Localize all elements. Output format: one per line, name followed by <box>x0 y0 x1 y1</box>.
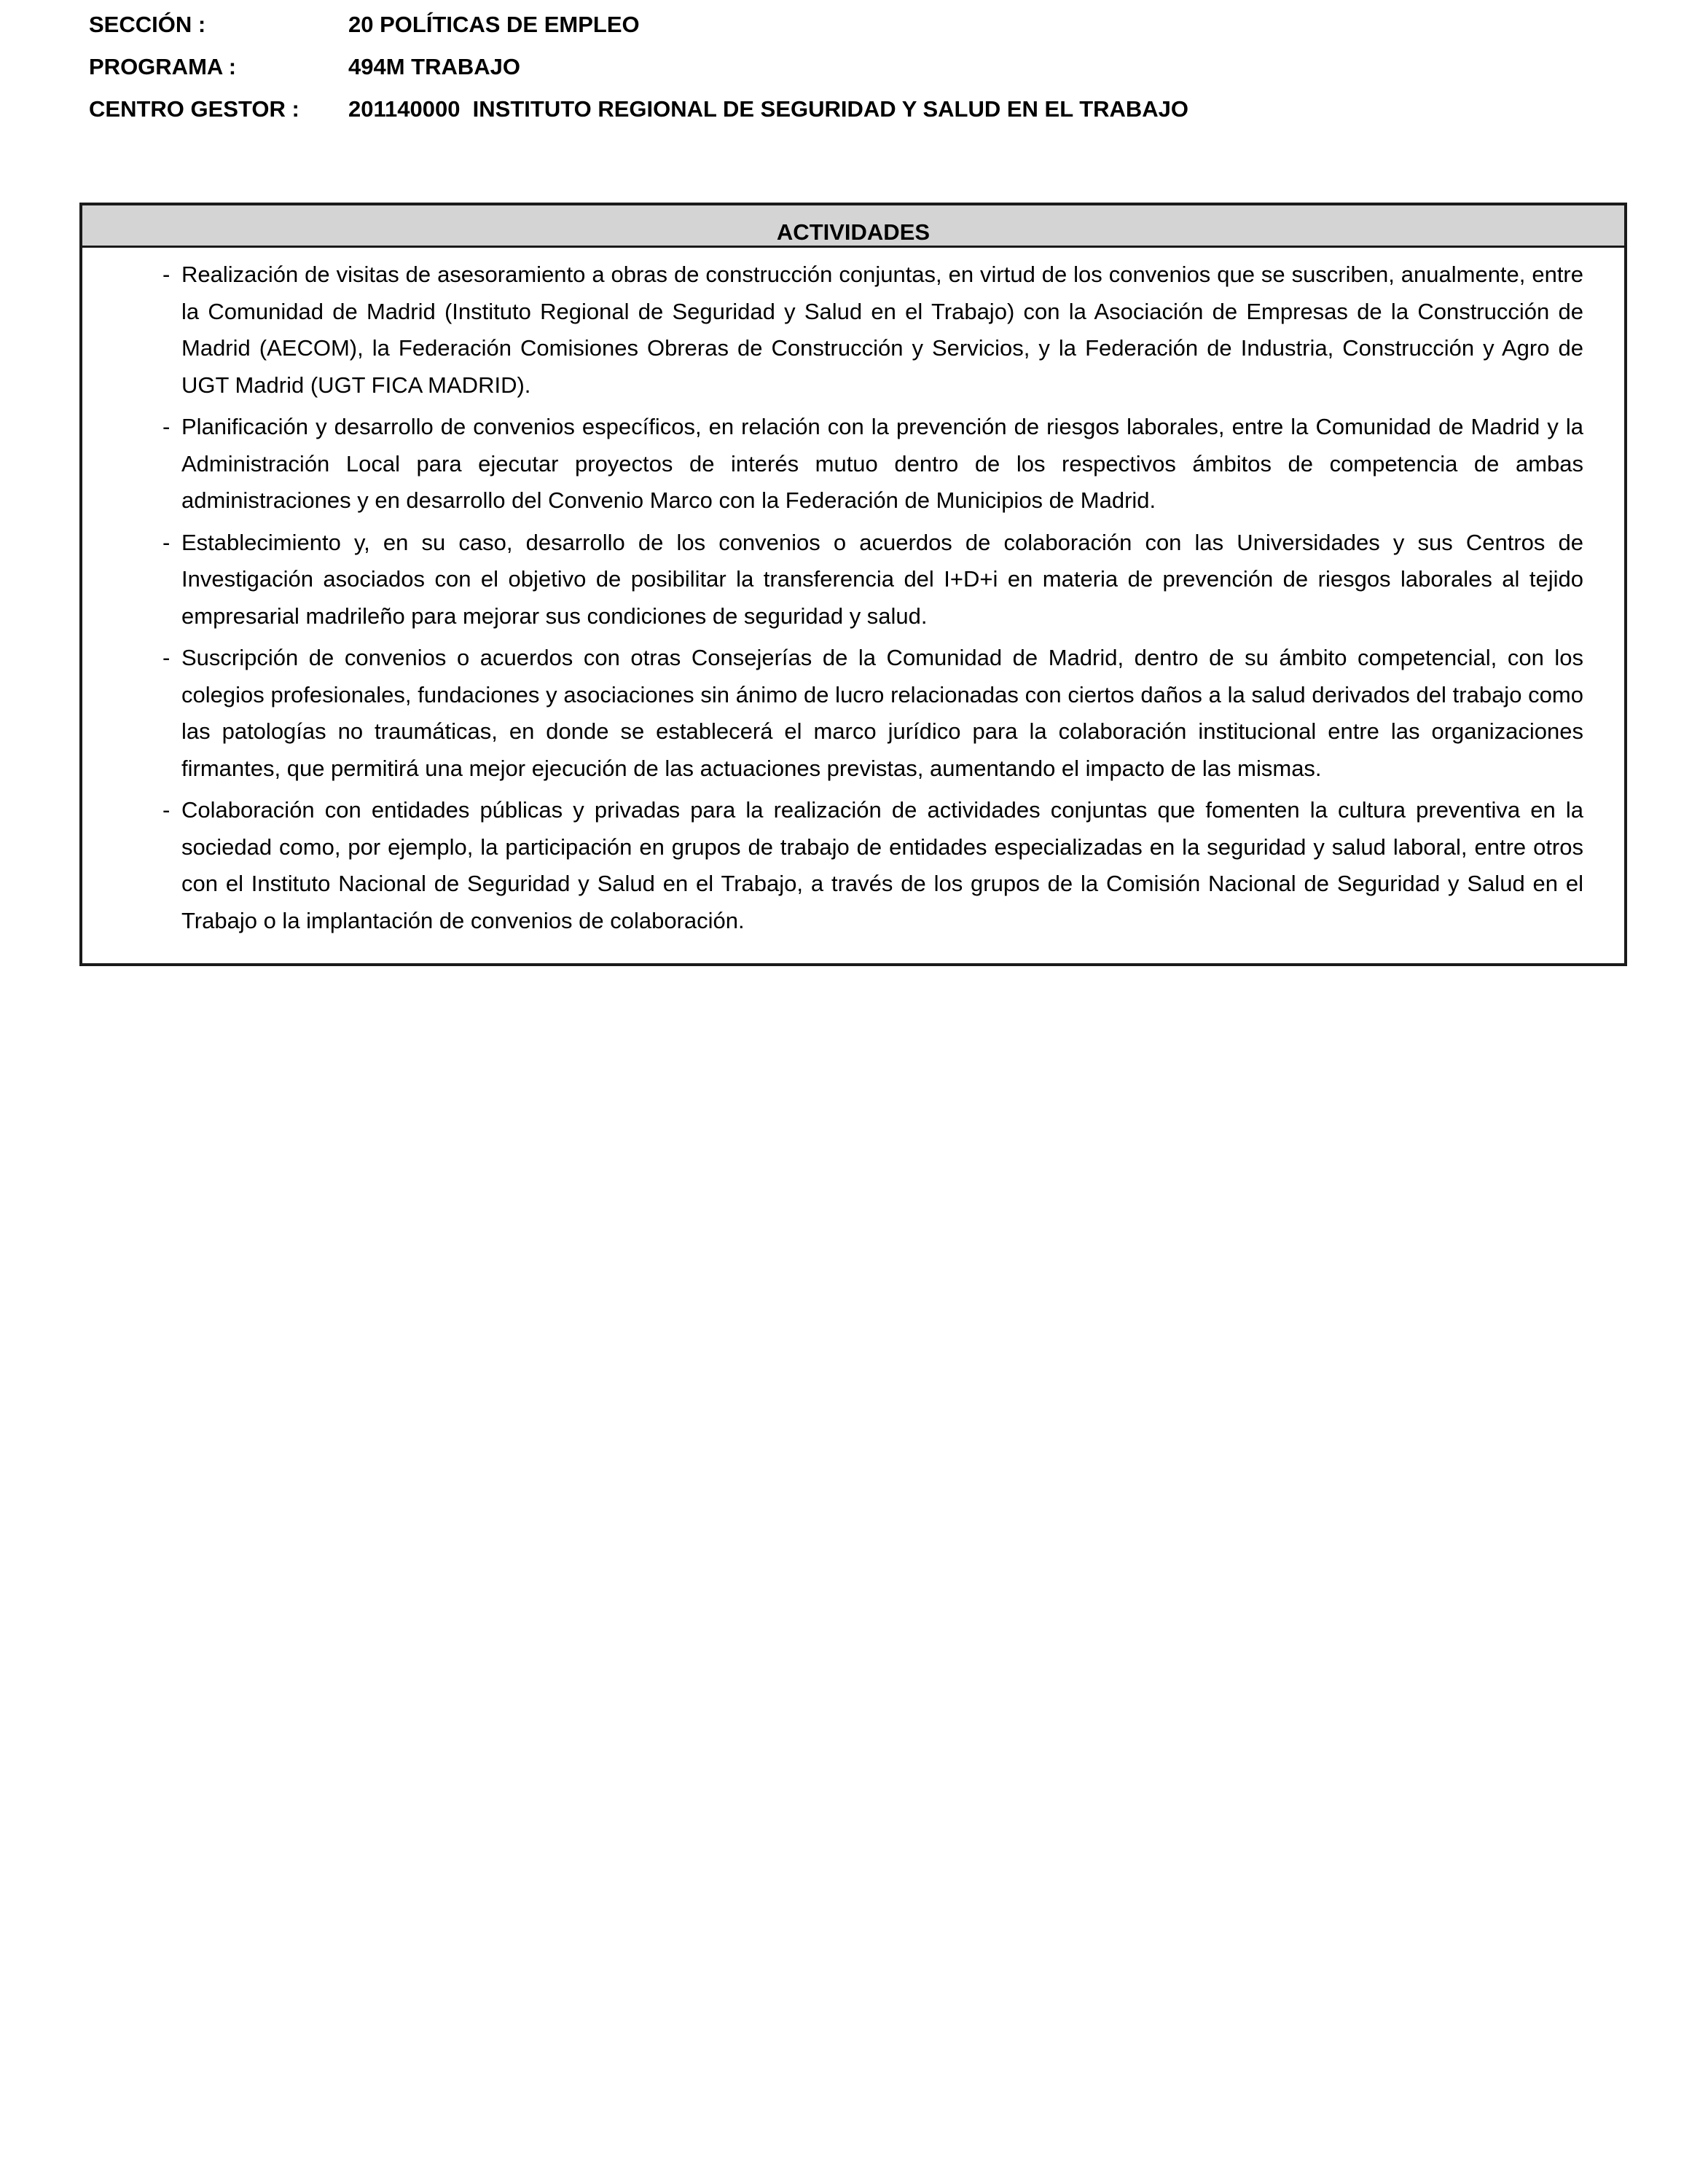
activities-heading: ACTIVIDADES <box>82 205 1624 248</box>
activity-item <box>162 792 1583 939</box>
header-row-seccion <box>89 12 1619 54</box>
dash-bullet-icon: - <box>162 797 171 823</box>
dash-bullet-icon: - <box>162 262 171 287</box>
centro-gestor-label: CENTRO GESTOR : <box>89 96 299 122</box>
programa-label: PROGRAMA : <box>89 54 237 79</box>
document-header <box>89 12 1619 138</box>
dash-bullet-icon: - <box>162 645 171 670</box>
dash-bullet-icon: - <box>162 414 171 439</box>
activity-text: Establecimiento y, en su caso, desarrollo de los convenios o acuerdos de colaboración con las Universidades y sus Centros de Investigación asociados con el objetivo de posibilitar la transferencia del I+D+i en materia de prevención de riesgos laborales al tejido empresarial madrileño para mejorar sus condiciones de seguridad y salud. <box>181 529 1583 629</box>
activity-text: Realización de visitas de asesoramiento a obras de construcción conjuntas, en virtud de los convenios que se suscriben, anualmente, entre la Comunidad de Madrid (Instituto Regional de Seguridad y Salud en el Trabajo) con la Asociación de Empresas de la Construcción de Madrid (AECOM), la Federación Comisiones Obreras de Construcción y Servicios, y la Federación de Industria, Construcción y Agro de UGT Madrid (UGT FICA MADRID). <box>181 262 1583 398</box>
activity-item <box>162 525 1583 635</box>
activity-text: Colaboración con entidades públicas y privadas para la realización de actividades conjuntas que fomenten la cultura preventiva en la sociedad como, por ejemplo, la participación en grupos de trabajo de entidades especializadas en la seguridad y salud laboral, entre otros con el Instituto Nacional de Seguridad y Salud en el Trabajo, a través de los grupos de la Comisión Nacional de Seguridad y Salud en el Trabajo o la implantación de convenios de colaboración. <box>181 797 1583 933</box>
activity-text: Suscripción de convenios o acuerdos con otras Consejerías de la Comunidad de Madrid, dentro de su ámbito competencial, con los colegios profesionales, fundaciones y asociaciones sin ánimo de lucro relacionadas con ciertos daños a la salud derivados del trabajo como las patologías no traumáticas, en donde se establecerá el marco jurídico para la colaboración institucional entre las organizaciones firmantes, que permitirá una mejor ejecución de las actuaciones previstas, aumentando el impacto de las mismas. <box>181 645 1583 781</box>
centro-gestor-value: 201140000 INSTITUTO REGIONAL DE SEGURIDAD Y SALUD EN EL TRABAJO <box>348 96 1189 122</box>
programa-value: 494M TRABAJO <box>348 54 520 79</box>
activities-table <box>79 203 1627 966</box>
seccion-label: SECCIÓN : <box>89 12 206 37</box>
seccion-value: 20 POLÍTICAS DE EMPLEO <box>348 12 640 37</box>
header-row-programa <box>89 54 1619 96</box>
activities-list <box>82 248 1624 939</box>
header-row-centro-gestor <box>89 96 1619 138</box>
dash-bullet-icon: - <box>162 529 171 555</box>
activity-item <box>162 409 1583 519</box>
activity-item <box>162 640 1583 787</box>
activity-item <box>162 256 1583 404</box>
activity-text: Planificación y desarrollo de convenios específicos, en relación con la prevención de riesgos laborales, entre la Comunidad de Madrid y la Administración Local para ejecutar proyectos de interés mutuo dentro de los respectivos ámbitos de competencia de ambas administraciones y en desarrollo del Convenio Marco con la Federación de Municipios de Madrid. <box>181 414 1583 513</box>
